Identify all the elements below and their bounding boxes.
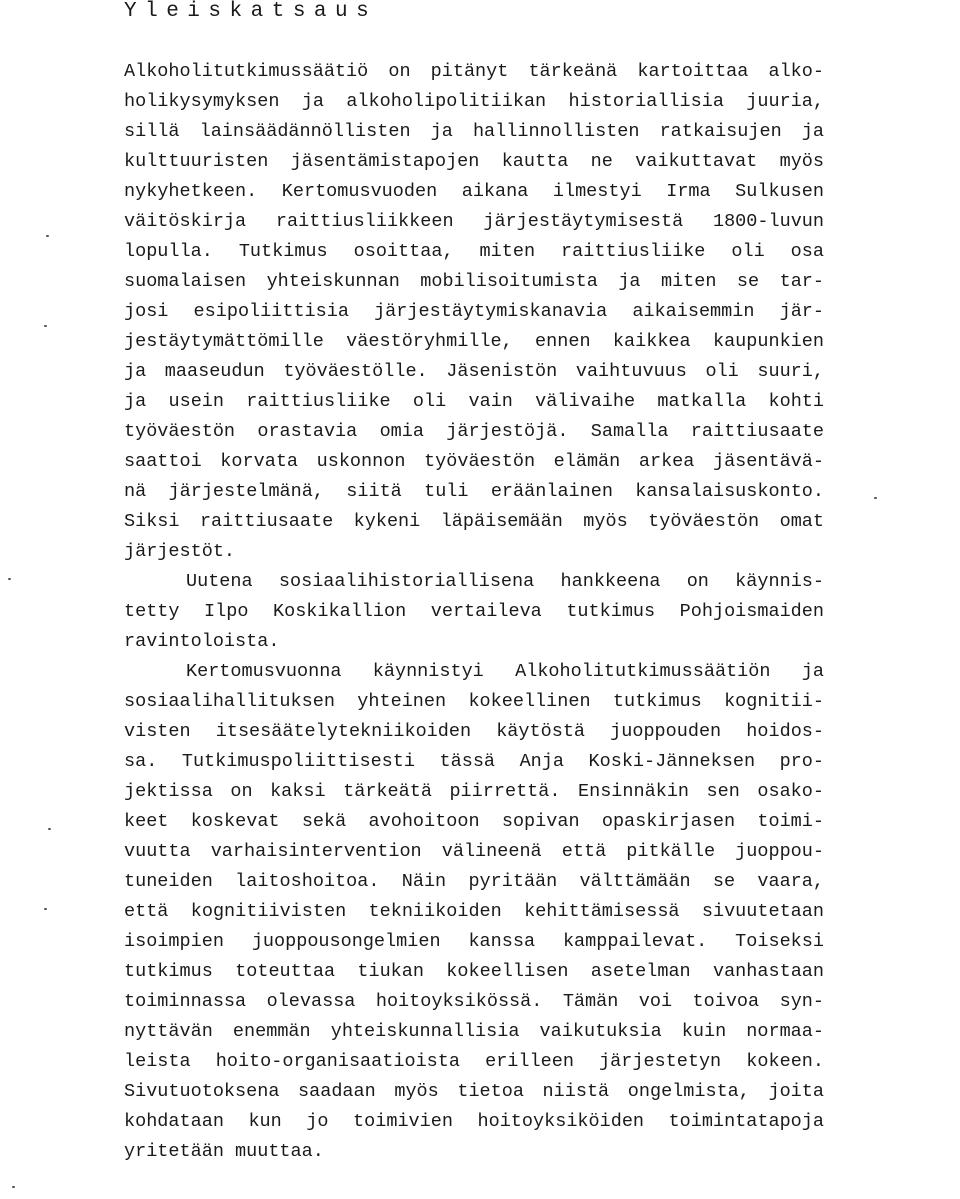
paragraph-3-line: yritetään muuttaa. <box>124 1141 324 1162</box>
scan-speck <box>48 828 51 830</box>
paragraph-1-line: nykyhetkeen. Kertomusvuoden aikana ilmestyi Irma Sulkusen <box>124 181 824 202</box>
paragraph-3-line: kohdataan kun jo toimivien hoitoyksiköiden toimintatapoja <box>124 1111 824 1132</box>
paragraph-3-line: Sivutuotoksena saadaan myös tietoa niistä ongelmista, joita <box>124 1081 824 1102</box>
scan-speck <box>44 908 47 910</box>
paragraph-2-line: Uutena sosiaalihistoriallisena hankkeena on käynnis- <box>186 571 824 592</box>
paragraph-1-line: holikysymyksen ja alkoholipolitiikan historiallisia juuria, <box>124 91 824 112</box>
paragraph-1-line: nä järjestelmänä, siitä tuli eräänlainen kansalaisuskonto. <box>124 481 824 502</box>
paragraph-1-line: ja maaseudun työväestölle. Jäsenistön vaihtuvuus oli suuri, <box>124 361 824 382</box>
scan-speck <box>44 325 47 327</box>
paragraph-3-line: keet koskevat sekä avohoitoon sopivan opaskirjasen toimi- <box>124 811 824 832</box>
paragraph-1-line: suomalaisen yhteiskunnan mobilisoitumista ja miten se tar- <box>124 271 824 292</box>
paragraph-1-line: Alkoholitutkimussäätiö on pitänyt tärkeänä kartoittaa alko- <box>124 61 824 82</box>
paragraph-1-line: ja usein raittiusliike oli vain välivaihe matkalla kohti <box>124 391 824 412</box>
paragraph-1-line: sillä lainsäädännöllisten ja hallinnollisten ratkaisujen ja <box>124 121 824 142</box>
page-heading: Yleiskatsaus <box>124 0 378 23</box>
paragraph-1-line: Siksi raittiusaate kykeni läpäisemään myös työväestön omat <box>124 511 824 532</box>
paragraph-3-line: Kertomusvuonna käynnistyi Alkoholitutkimussäätiön ja <box>186 661 824 682</box>
paragraph-3-line: vuutta varhaisintervention välineenä että pitkälle juoppou- <box>124 841 824 862</box>
paragraph-1-line: jestäytymättömille väestöryhmille, ennen kaikkea kaupunkien <box>124 331 824 352</box>
paragraph-3-line: tutkimus toteuttaa tiukan kokeellisen asetelman vanhastaan <box>124 961 824 982</box>
paragraph-3-line: leista hoito-organisaatioista erilleen järjestetyn kokeen. <box>124 1051 824 1072</box>
scan-speck <box>12 1186 15 1188</box>
paragraph-3-line: visten itsesäätelytekniikoiden käytöstä juoppouden hoidos- <box>124 721 824 742</box>
paragraph-3-line: toiminnassa olevassa hoitoyksikössä. Tämän voi toivoa syn- <box>124 991 824 1012</box>
paragraph-1-line: lopulla. Tutkimus osoittaa, miten raittiusliike oli osa <box>124 241 824 262</box>
paragraph-3-line: sosiaalihallituksen yhteinen kokeellinen tutkimus kognitii- <box>124 691 824 712</box>
paragraph-1-line: kulttuuristen jäsentämistapojen kautta ne vaikuttavat myös <box>124 151 824 172</box>
paragraph-1-line: työväestön orastavia omia järjestöjä. Samalla raittiusaate <box>124 421 824 442</box>
paragraph-2-line: ravintoloista. <box>124 631 280 652</box>
paragraph-3-line: jektissa on kaksi tärkeätä piirrettä. Ensinnäkin sen osako- <box>124 781 824 802</box>
scan-speck <box>8 578 11 580</box>
paragraph-3-line: sa. Tutkimuspoliittisesti tässä Anja Koski-Jänneksen pro- <box>124 751 824 772</box>
paragraph-1-line: väitöskirja raittiusliikkeen järjestäytymisestä 1800-luvun <box>124 211 824 232</box>
paragraph-1-line: järjestöt. <box>124 541 236 562</box>
paragraph-3-line: tuneiden laitoshoitoa. Näin pyritään välttämään se vaara, <box>124 871 824 892</box>
scan-speck <box>46 235 49 237</box>
paragraph-3-line: että kognitiivisten tekniikoiden kehittämisessä sivuutetaan <box>124 901 824 922</box>
paragraph-3-line: nyttävän enemmän yhteiskunnallisia vaikutuksia kuin normaa- <box>124 1021 824 1042</box>
paragraph-2-line: tetty Ilpo Koskikallion vertaileva tutkimus Pohjoismaiden <box>124 601 824 622</box>
paragraph-1-line: saattoi korvata uskonnon työväestön elämän arkea jäsentävä- <box>124 451 824 472</box>
paragraph-3-line: isoimpien juoppousongelmien kanssa kamppailevat. Toiseksi <box>124 931 824 952</box>
scan-speck <box>874 497 877 499</box>
paragraph-1-line: josi esipoliittisia järjestäytymiskanavia aikaisemmin jär- <box>124 301 824 322</box>
